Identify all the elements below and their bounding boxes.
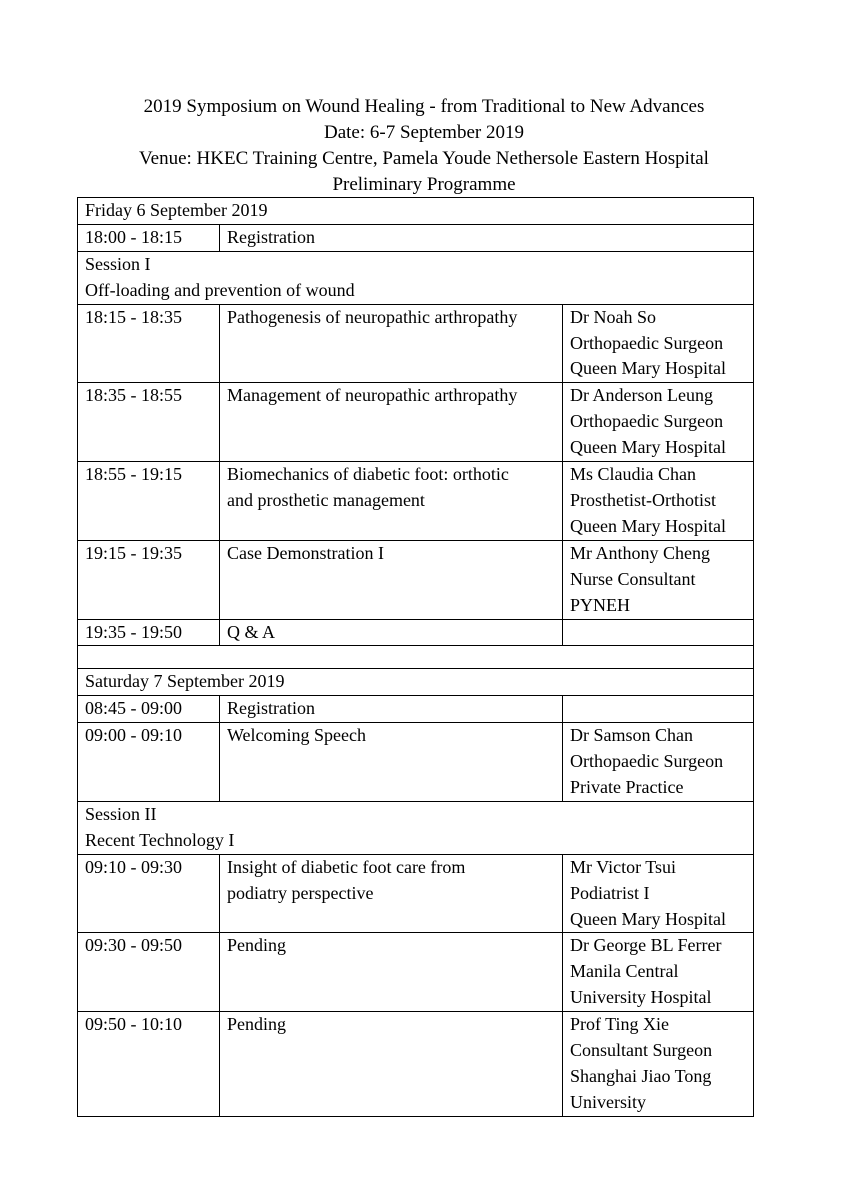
speaker-line: Prosthetist-Orthotist (570, 489, 717, 510)
table-row (78, 619, 754, 646)
day-header-row (78, 669, 754, 696)
speaker-line: PYNEH (570, 594, 631, 615)
speaker-cell (563, 854, 754, 933)
session-header-row (78, 251, 754, 304)
symposium-title: 2019 Symposium on Wound Healing - from Traditional to New Advances (143, 96, 705, 117)
topic-cell (220, 540, 563, 619)
session-cell (78, 251, 754, 304)
speaker-line: Dr Samson Chan (570, 725, 693, 746)
speaker-line: Orthopaedic Surgeon (570, 332, 724, 353)
speaker-line: Manila Central (570, 961, 679, 982)
spacer-row (78, 646, 754, 669)
programme-subtitle: Preliminary Programme (332, 174, 516, 195)
speaker-line: Shanghai Jiao Tong (570, 1066, 712, 1086)
empty-cell (78, 646, 754, 669)
session-theme: Recent Technology I (85, 829, 235, 850)
speaker-line: Orthopaedic Surgeon (570, 751, 724, 772)
speaker-line: Queen Mary Hospital (570, 437, 726, 458)
topic-cell: Q & A (220, 619, 563, 646)
speaker-line: Dr George BL Ferrer (570, 935, 722, 956)
topic-cell (220, 933, 563, 1012)
speaker-line: Ms Claudia Chan (570, 464, 696, 485)
day-header-row (78, 198, 754, 225)
speaker-line: Nurse Consultant (570, 568, 696, 589)
table-row (78, 854, 754, 933)
speaker-cell (563, 933, 754, 1012)
topic-line: podiatry perspective (227, 882, 374, 903)
topic-line: Pending (227, 1014, 287, 1035)
event-venue: Venue: HKEC Training Centre, Pamela Youde Nethersole Eastern Hospital (139, 148, 709, 169)
topic-line: Case Demonstration I (227, 542, 384, 563)
topic-line: Biomechanics of diabetic foot: orthotic (227, 464, 509, 485)
topic-line: Insight of diabetic foot care from (227, 856, 466, 877)
time-cell: 19:35 - 19:50 (78, 619, 220, 646)
speaker-line: Queen Mary Hospital (570, 515, 726, 536)
topic-cell: Registration (220, 224, 754, 251)
topic-cell (220, 1012, 563, 1117)
session-title: Session I (85, 253, 151, 274)
day-title: Saturday 7 September 2019 (78, 669, 754, 696)
document-header (0, 94, 848, 198)
speaker-cell (563, 723, 754, 802)
table-row (78, 933, 754, 1012)
time-cell: 09:50 - 10:10 (78, 1012, 220, 1117)
programme-table (77, 197, 754, 1117)
speaker-cell (563, 383, 754, 462)
speaker-line: Orthopaedic Surgeon (570, 411, 724, 432)
speaker-cell (563, 462, 754, 541)
topic-cell: Registration (220, 696, 563, 723)
time-cell: 08:45 - 09:00 (78, 696, 220, 723)
time-cell: 09:30 - 09:50 (78, 933, 220, 1012)
speaker-cell (563, 304, 754, 383)
session-header-row (78, 801, 754, 854)
topic-cell (220, 304, 563, 383)
speaker-line: Podiatrist I (570, 882, 650, 903)
topic-cell (220, 723, 563, 802)
topic-line: and prosthetic management (227, 489, 425, 510)
speaker-line: Mr Victor Tsui (570, 856, 676, 877)
topic-cell (220, 854, 563, 933)
topic-line: Pathogenesis of neuropathic arthropathy (227, 306, 518, 327)
speaker-line: Consultant Surgeon (570, 1040, 713, 1061)
table-row (78, 224, 754, 251)
speaker-cell (563, 540, 754, 619)
table-row (78, 383, 754, 462)
speaker-line: University Hospital (570, 987, 712, 1008)
time-cell: 18:55 - 19:15 (78, 462, 220, 541)
speaker-line: Dr Noah So (570, 306, 656, 327)
time-cell: 18:00 - 18:15 (78, 224, 220, 251)
speaker-cell (563, 696, 754, 723)
table-row (78, 1012, 754, 1117)
time-cell: 18:15 - 18:35 (78, 304, 220, 383)
table-row (78, 462, 754, 541)
day-title: Friday 6 September 2019 (78, 198, 754, 225)
session-theme: Off-loading and prevention of wound (85, 279, 355, 300)
time-cell: 09:00 - 09:10 (78, 723, 220, 802)
event-date: Date: 6-7 September 2019 (324, 122, 524, 143)
time-cell: 18:35 - 18:55 (78, 383, 220, 462)
topic-line: Welcoming Speech (227, 725, 367, 746)
speaker-line: University (570, 1091, 646, 1112)
speaker-cell (563, 1012, 754, 1117)
table-row (78, 540, 754, 619)
topic-cell (220, 383, 563, 462)
session-cell (78, 801, 754, 854)
table-row (78, 304, 754, 383)
speaker-line: Private Practice (570, 777, 684, 798)
table-row (78, 696, 754, 723)
speaker-line: Dr Anderson Leung (570, 385, 713, 406)
time-cell: 19:15 - 19:35 (78, 540, 220, 619)
table-row (78, 723, 754, 802)
speaker-line: Prof Ting Xie (570, 1014, 670, 1035)
speaker-line: Mr Anthony Cheng (570, 542, 711, 563)
topic-cell (220, 462, 563, 541)
time-cell: 09:10 - 09:30 (78, 854, 220, 933)
topic-line: Pending (227, 935, 287, 956)
speaker-line: Queen Mary Hospital (570, 908, 726, 929)
session-title: Session II (85, 803, 157, 824)
speaker-line: Queen Mary Hospital (570, 358, 726, 379)
speaker-cell (563, 619, 754, 646)
topic-line: Management of neuropathic arthropathy (227, 385, 518, 406)
